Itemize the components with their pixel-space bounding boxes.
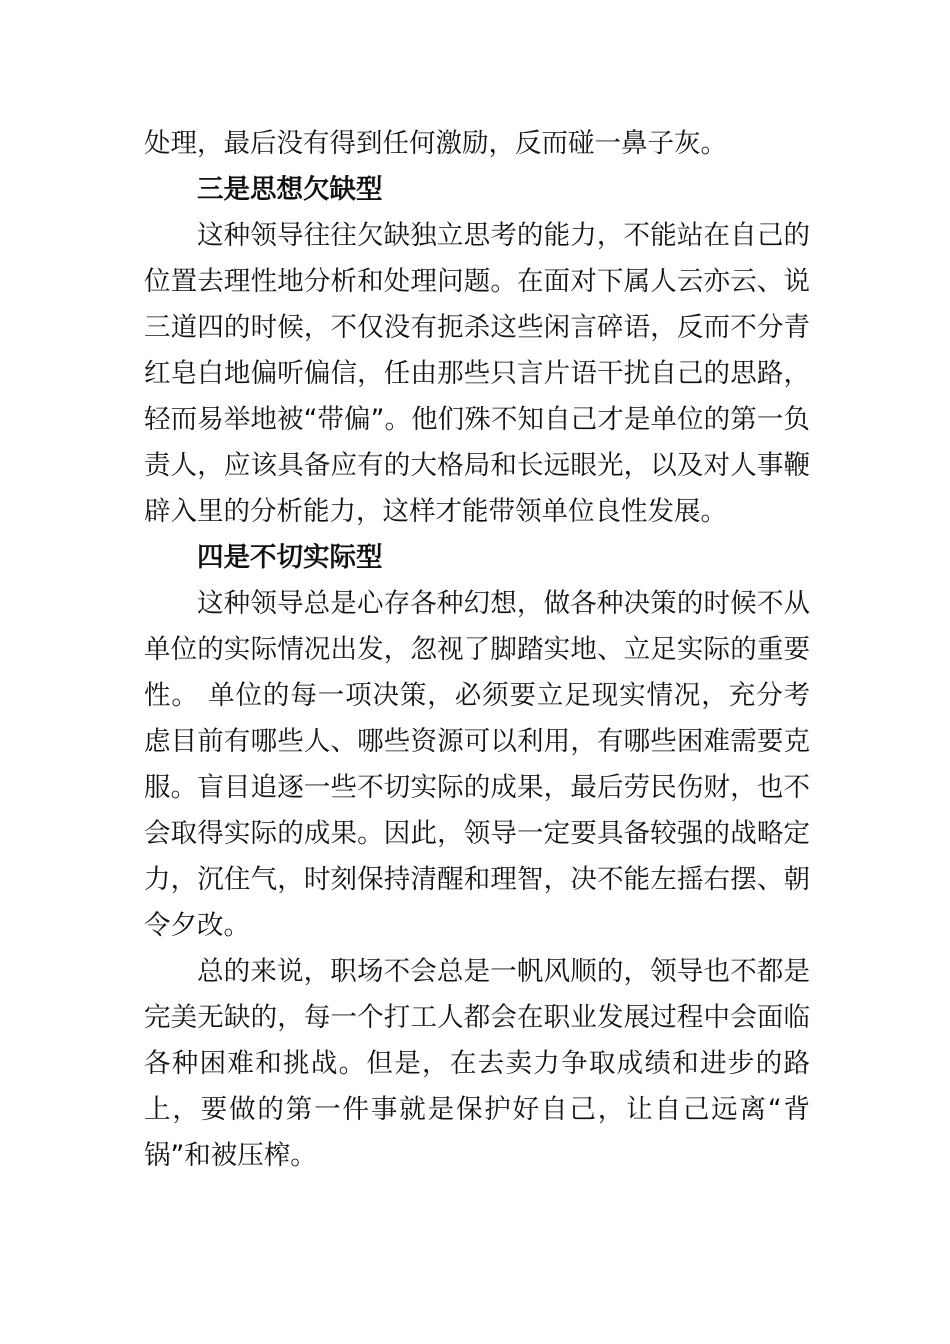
conclusion-paragraph: 总的来说，职场不会总是一帆风顺的，领导也不都是完美无缺的，每一个打工人都会在职业发展过程中会面临各种困难和挑战。但是，在去卖力争取成绩和进步的路上，要做的第一件事就是保护好自己，让自己远离“背锅”和被压榨。 [144, 956, 810, 1171]
document-body [144, 121, 810, 1179]
body-paragraph: 这种领导总是心存各种幻想，做各种决策的时候不从单位的实际情况出发，忽视了脚踏实地、立足实际的重要性。 单位的每一项决策，必须要立足现实情况，充分考虑目前有哪些人、哪些资源可以利用，有哪些困难需要克服。盲目追逐一些不切实际的成果，最后劳民伤财，也不会取得实际的成果。因此，领导一定要具备较强的战略定力，沉住气，时刻保持清醒和理智，决不能左摇右摆、朝令夕改。 [144, 588, 810, 941]
body-paragraph: 这种领导往往欠缺独立思考的能力，不能站在自己的位置去理性地分析和处理问题。在面对下属人云亦云、说三道四的时候，不仅没有扼杀这些闲言碎语，反而不分青红皂白地偏听偏信，任由那些只言片语干扰自己的思路，轻而易举地被“带偏”。他们殊不知自己才是单位的第一负责人，应该具备应有的大格局和长远眼光，以及对人事鞭辟入里的分析能力，这样才能带领单位良性发展。 [144, 220, 810, 527]
section-heading-3: 三是思想欠缺型 [197, 174, 383, 205]
continuation-paragraph: 处理，最后没有得到任何激励，反而碰一鼻子灰。 [144, 128, 727, 159]
section-heading-4: 四是不切实际型 [197, 542, 383, 573]
